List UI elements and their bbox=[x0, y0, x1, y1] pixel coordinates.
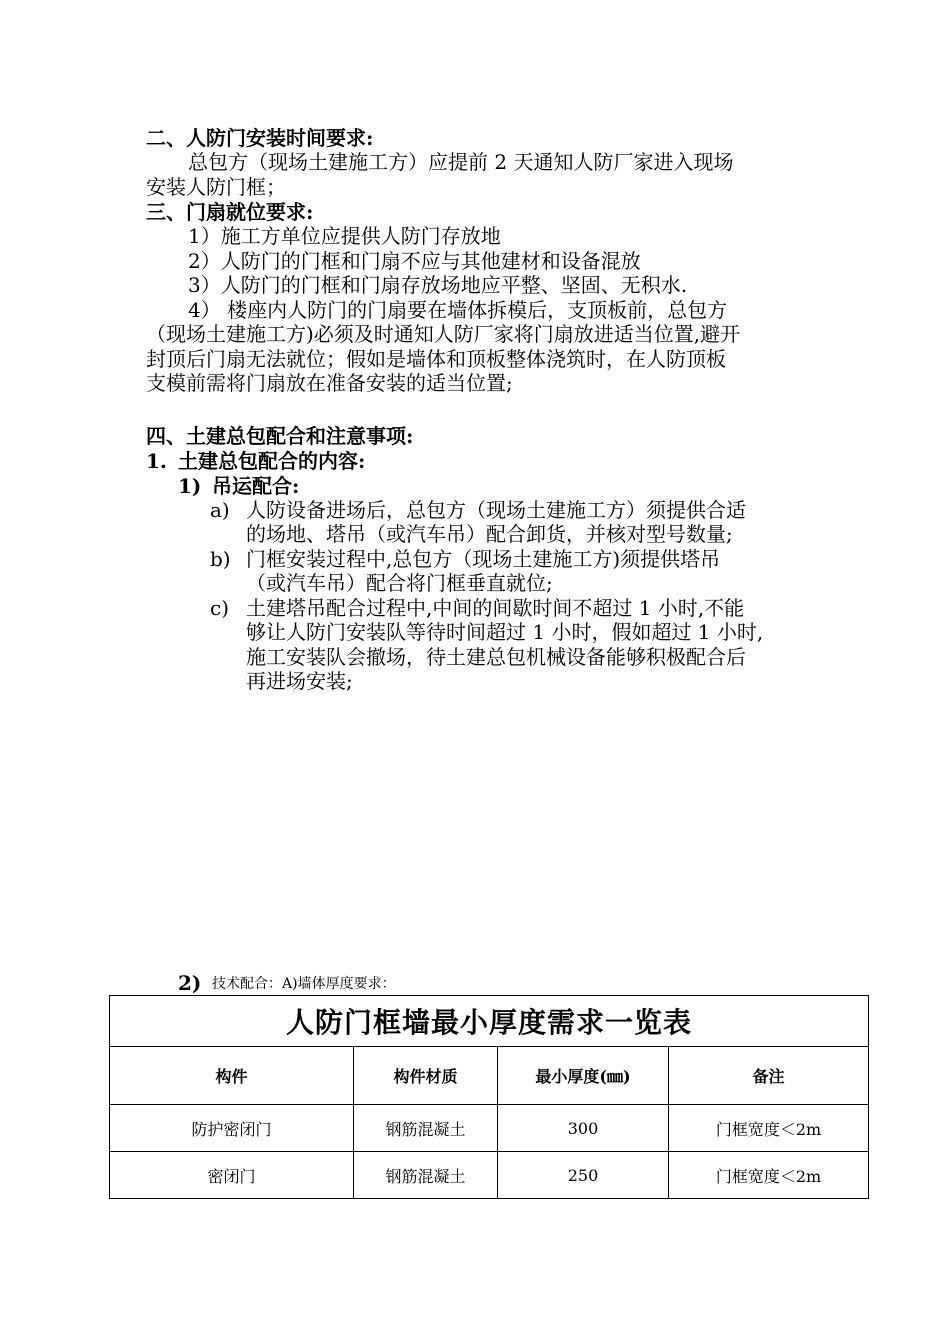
header-min-thickness: 最小厚度(㎜) bbox=[498, 1047, 669, 1105]
section-3-heading: 三、门扇就位要求: bbox=[146, 200, 314, 224]
section-3-item-4-line-1: 4） 楼座内人防门的门扇要在墙体拆模后，支顶板前，总包方 bbox=[188, 298, 728, 322]
table-title: 人防门框墙最小厚度需求一览表 bbox=[110, 996, 869, 1047]
cell-remarks: 门框宽度＜2m bbox=[669, 1105, 869, 1152]
sub-1-number: 1. bbox=[146, 449, 167, 473]
header-remarks: 备注 bbox=[669, 1047, 869, 1105]
item-c-line-4: 再进场安装; bbox=[246, 669, 353, 693]
cell-component: 密闭门 bbox=[110, 1152, 354, 1199]
section-2-text-line-1: 总包方（现场土建施工方）应提前 2 天通知人防厂家进入现场 bbox=[188, 150, 734, 174]
item-b-line-1: 门框安装过程中,总包方（现场土建施工方)须提供塔吊 bbox=[246, 547, 721, 571]
section-2-heading: 二、人防门安装时间要求: bbox=[146, 126, 374, 150]
table-row bbox=[110, 1105, 869, 1152]
point-1-title: 吊运配合: bbox=[212, 474, 300, 498]
table-header-row bbox=[110, 1047, 869, 1105]
item-a-line-1: 人防设备进场后，总包方（现场土建施工方）须提供合适 bbox=[246, 498, 746, 522]
section-3-item-2: 2）人防门的门框和门扇不应与其他建材和设备混放 bbox=[188, 249, 641, 273]
item-c-line-1: 土建塔吊配合过程中,中间的间歇时间不超过 1 小时,不能 bbox=[246, 596, 745, 620]
header-material: 构件材质 bbox=[354, 1047, 498, 1105]
section-3-item-4-line-4: 支模前需将门扇放在准备安装的适当位置; bbox=[146, 371, 513, 395]
section-2-text-line-2: 安装人防门框； bbox=[146, 175, 286, 199]
item-c-label: c) bbox=[210, 596, 230, 620]
cell-thickness: 300 bbox=[498, 1105, 669, 1152]
cell-material: 钢筋混凝土 bbox=[354, 1152, 498, 1199]
cell-component: 防护密闭门 bbox=[110, 1105, 354, 1152]
section-3-item-4-line-3: 封顶后门扇无法就位；假如是墙体和顶板整体浇筑时，在人防顶板 bbox=[146, 347, 726, 371]
header-component: 构件 bbox=[110, 1047, 354, 1105]
cell-material: 钢筋混凝土 bbox=[354, 1105, 498, 1152]
section-4-heading: 四、土建总包配合和注意事项: bbox=[146, 424, 414, 448]
table-row bbox=[110, 1152, 869, 1199]
item-a-label: a) bbox=[210, 498, 230, 522]
section-3-item-3: 3）人防门的门框和门扇存放场地应平整、坚固、无积水. bbox=[188, 273, 688, 297]
point-2-text: 技术配合：A)墙体厚度要求： bbox=[212, 976, 396, 992]
item-b-label: b) bbox=[210, 547, 231, 571]
item-b-line-2: （或汽车吊）配合将门框垂直就位; bbox=[246, 571, 553, 595]
sub-1-title: 土建总包配合的内容: bbox=[178, 449, 366, 473]
item-c-line-2: 够让人防门安装队等待时间超过 1 小时，假如超过 1 小时, bbox=[246, 620, 764, 644]
section-3-item-1: 1）施工方单位应提供人防门存放地 bbox=[188, 224, 501, 248]
cell-thickness: 250 bbox=[498, 1152, 669, 1199]
cell-remarks: 门框宽度＜2m bbox=[669, 1152, 869, 1199]
item-c-line-3: 施工安装队会撤场，待土建总包机械设备能够积极配合后 bbox=[246, 645, 746, 669]
section-3-item-4-line-2: （现场土建施工方)必须及时通知人防厂家将门扇放进适当位置,避开 bbox=[146, 322, 741, 346]
wall-thickness-table bbox=[109, 995, 869, 1199]
item-a-line-2: 的场地、塔吊（或汽车吊）配合卸货，并核对型号数量; bbox=[246, 522, 733, 546]
point-2-number: 2) bbox=[178, 971, 202, 995]
point-1-number: 1) bbox=[178, 474, 202, 498]
